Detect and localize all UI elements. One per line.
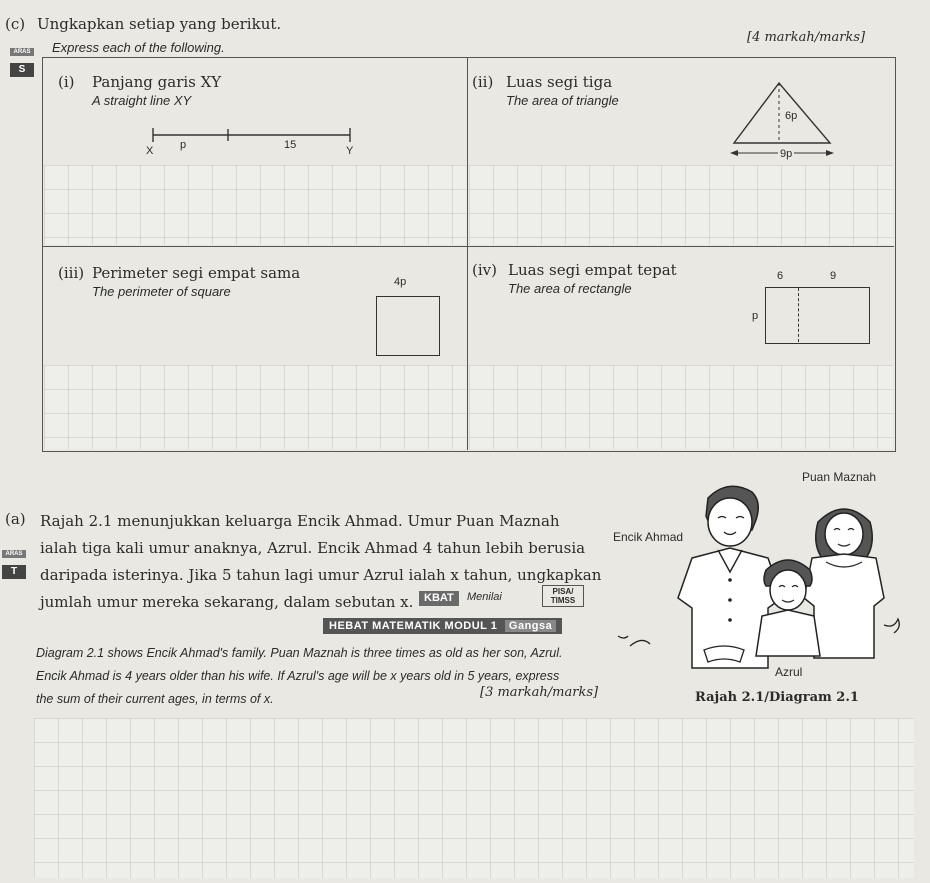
item-iv-number: (iv) <box>472 261 497 279</box>
part-a-line-3: daripada isterinya. Jika 5 tahun lagi umur Azrul ialah x tahun, ungkapkan <box>40 566 602 584</box>
timss-label: TIMSS <box>550 596 576 605</box>
item-i-en: A straight line XY <box>92 93 192 108</box>
square-figure <box>376 296 440 356</box>
item-iii-en: The perimeter of square <box>92 284 231 299</box>
item-ii-ms: Luas segi tiga <box>506 73 613 91</box>
module-label: HEBAT MATEMATIK MODUL 1 <box>329 620 498 632</box>
aras-label-a: ARAS <box>2 550 26 558</box>
gangsa-label: Gangsa <box>505 620 556 632</box>
aras-level: S <box>10 63 34 77</box>
line-xy-figure <box>140 120 370 160</box>
item-iv-en: The area of rectangle <box>508 281 632 296</box>
table-divider-horizontal <box>42 246 894 247</box>
label-y: Y <box>346 145 354 157</box>
part-a-label: (a) <box>5 510 26 528</box>
item-i-number: (i) <box>58 73 75 91</box>
rectangle-divider <box>798 288 799 342</box>
item-iii-ms: Perimeter segi empat sama <box>92 264 301 282</box>
kbat-badge: KBAT <box>419 591 459 606</box>
part-a-en-line-2: Encik Ahmad is 4 years older than his wife. If Azrul's age will be x years old in 5 years, express <box>36 669 560 683</box>
aras-s-badge <box>10 38 34 77</box>
aras-label: ARAS <box>10 48 34 56</box>
label-encik-ahmad: Encik Ahmad <box>613 530 684 544</box>
part-a-line-4: jumlah umur mereka sekarang, dalam sebutan x. <box>40 593 414 611</box>
part-c-label: (c) <box>5 15 26 33</box>
label-azrul: Azrul <box>775 665 803 679</box>
item-ii-en: The area of triangle <box>506 93 619 108</box>
item-iii-number: (iii) <box>58 264 85 282</box>
label-p-line: p <box>180 139 187 151</box>
pisa-label: PISA/ <box>552 587 574 596</box>
item-ii-number: (ii) <box>472 73 494 91</box>
part-c-marks: [4 markah/marks] <box>747 30 866 45</box>
answer-grid-i[interactable] <box>44 165 466 245</box>
label-4p: 4p <box>394 276 407 288</box>
part-a-text-ms <box>40 508 615 616</box>
pisa-timss-badge <box>542 585 584 607</box>
label-p-rect: p <box>752 310 759 322</box>
family-illustration <box>600 460 930 700</box>
part-a-line-2: ialah tiga kali umur anaknya, Azrul. Encik Ahmad 4 tahun lebih berusia <box>40 539 586 557</box>
label-x: X <box>146 145 154 157</box>
puan-maznah-figure <box>804 509 899 658</box>
item-i-ms: Panjang garis XY <box>92 73 222 91</box>
menilai-label: Menilai <box>467 591 502 603</box>
label-15: 15 <box>284 139 297 151</box>
answer-grid-iii[interactable] <box>44 365 466 449</box>
part-a-line-1: Rajah 2.1 menunjukkan keluarga Encik Ahmad. Umur Puan Maznah <box>40 512 560 530</box>
label-9p: 9p <box>780 148 793 160</box>
table-divider-vertical <box>467 57 468 450</box>
label-6: 6 <box>777 270 784 282</box>
part-c-question-ms: Ungkapkan setiap yang berikut. <box>37 15 282 33</box>
part-a-marks: [3 markah/marks] <box>480 685 599 700</box>
label-puan-maznah: Puan Maznah <box>802 470 877 484</box>
answer-grid-a[interactable] <box>34 718 914 878</box>
item-iv-ms: Luas segi empat tepat <box>508 261 677 279</box>
rectangle-figure <box>765 287 870 344</box>
answer-grid-iv[interactable] <box>469 365 893 449</box>
label-9: 9 <box>830 270 837 282</box>
part-a-en-line-1: Diagram 2.1 shows Encik Ahmad's family. Puan Maznah is three times as old as her son, Azrul. <box>36 646 563 660</box>
label-6p: 6p <box>785 110 798 122</box>
part-c-question-en: Express each of the following. <box>52 40 225 55</box>
diagram-caption: Rajah 2.1/Diagram 2.1 <box>695 690 859 705</box>
aras-level-a: T <box>2 565 26 579</box>
module-banner <box>323 618 562 634</box>
answer-grid-ii[interactable] <box>469 165 893 245</box>
part-a-en-line-3: the sum of their current ages, in terms of x. <box>36 692 274 706</box>
part-a-text-en <box>36 642 562 711</box>
aras-t-badge <box>2 540 26 579</box>
